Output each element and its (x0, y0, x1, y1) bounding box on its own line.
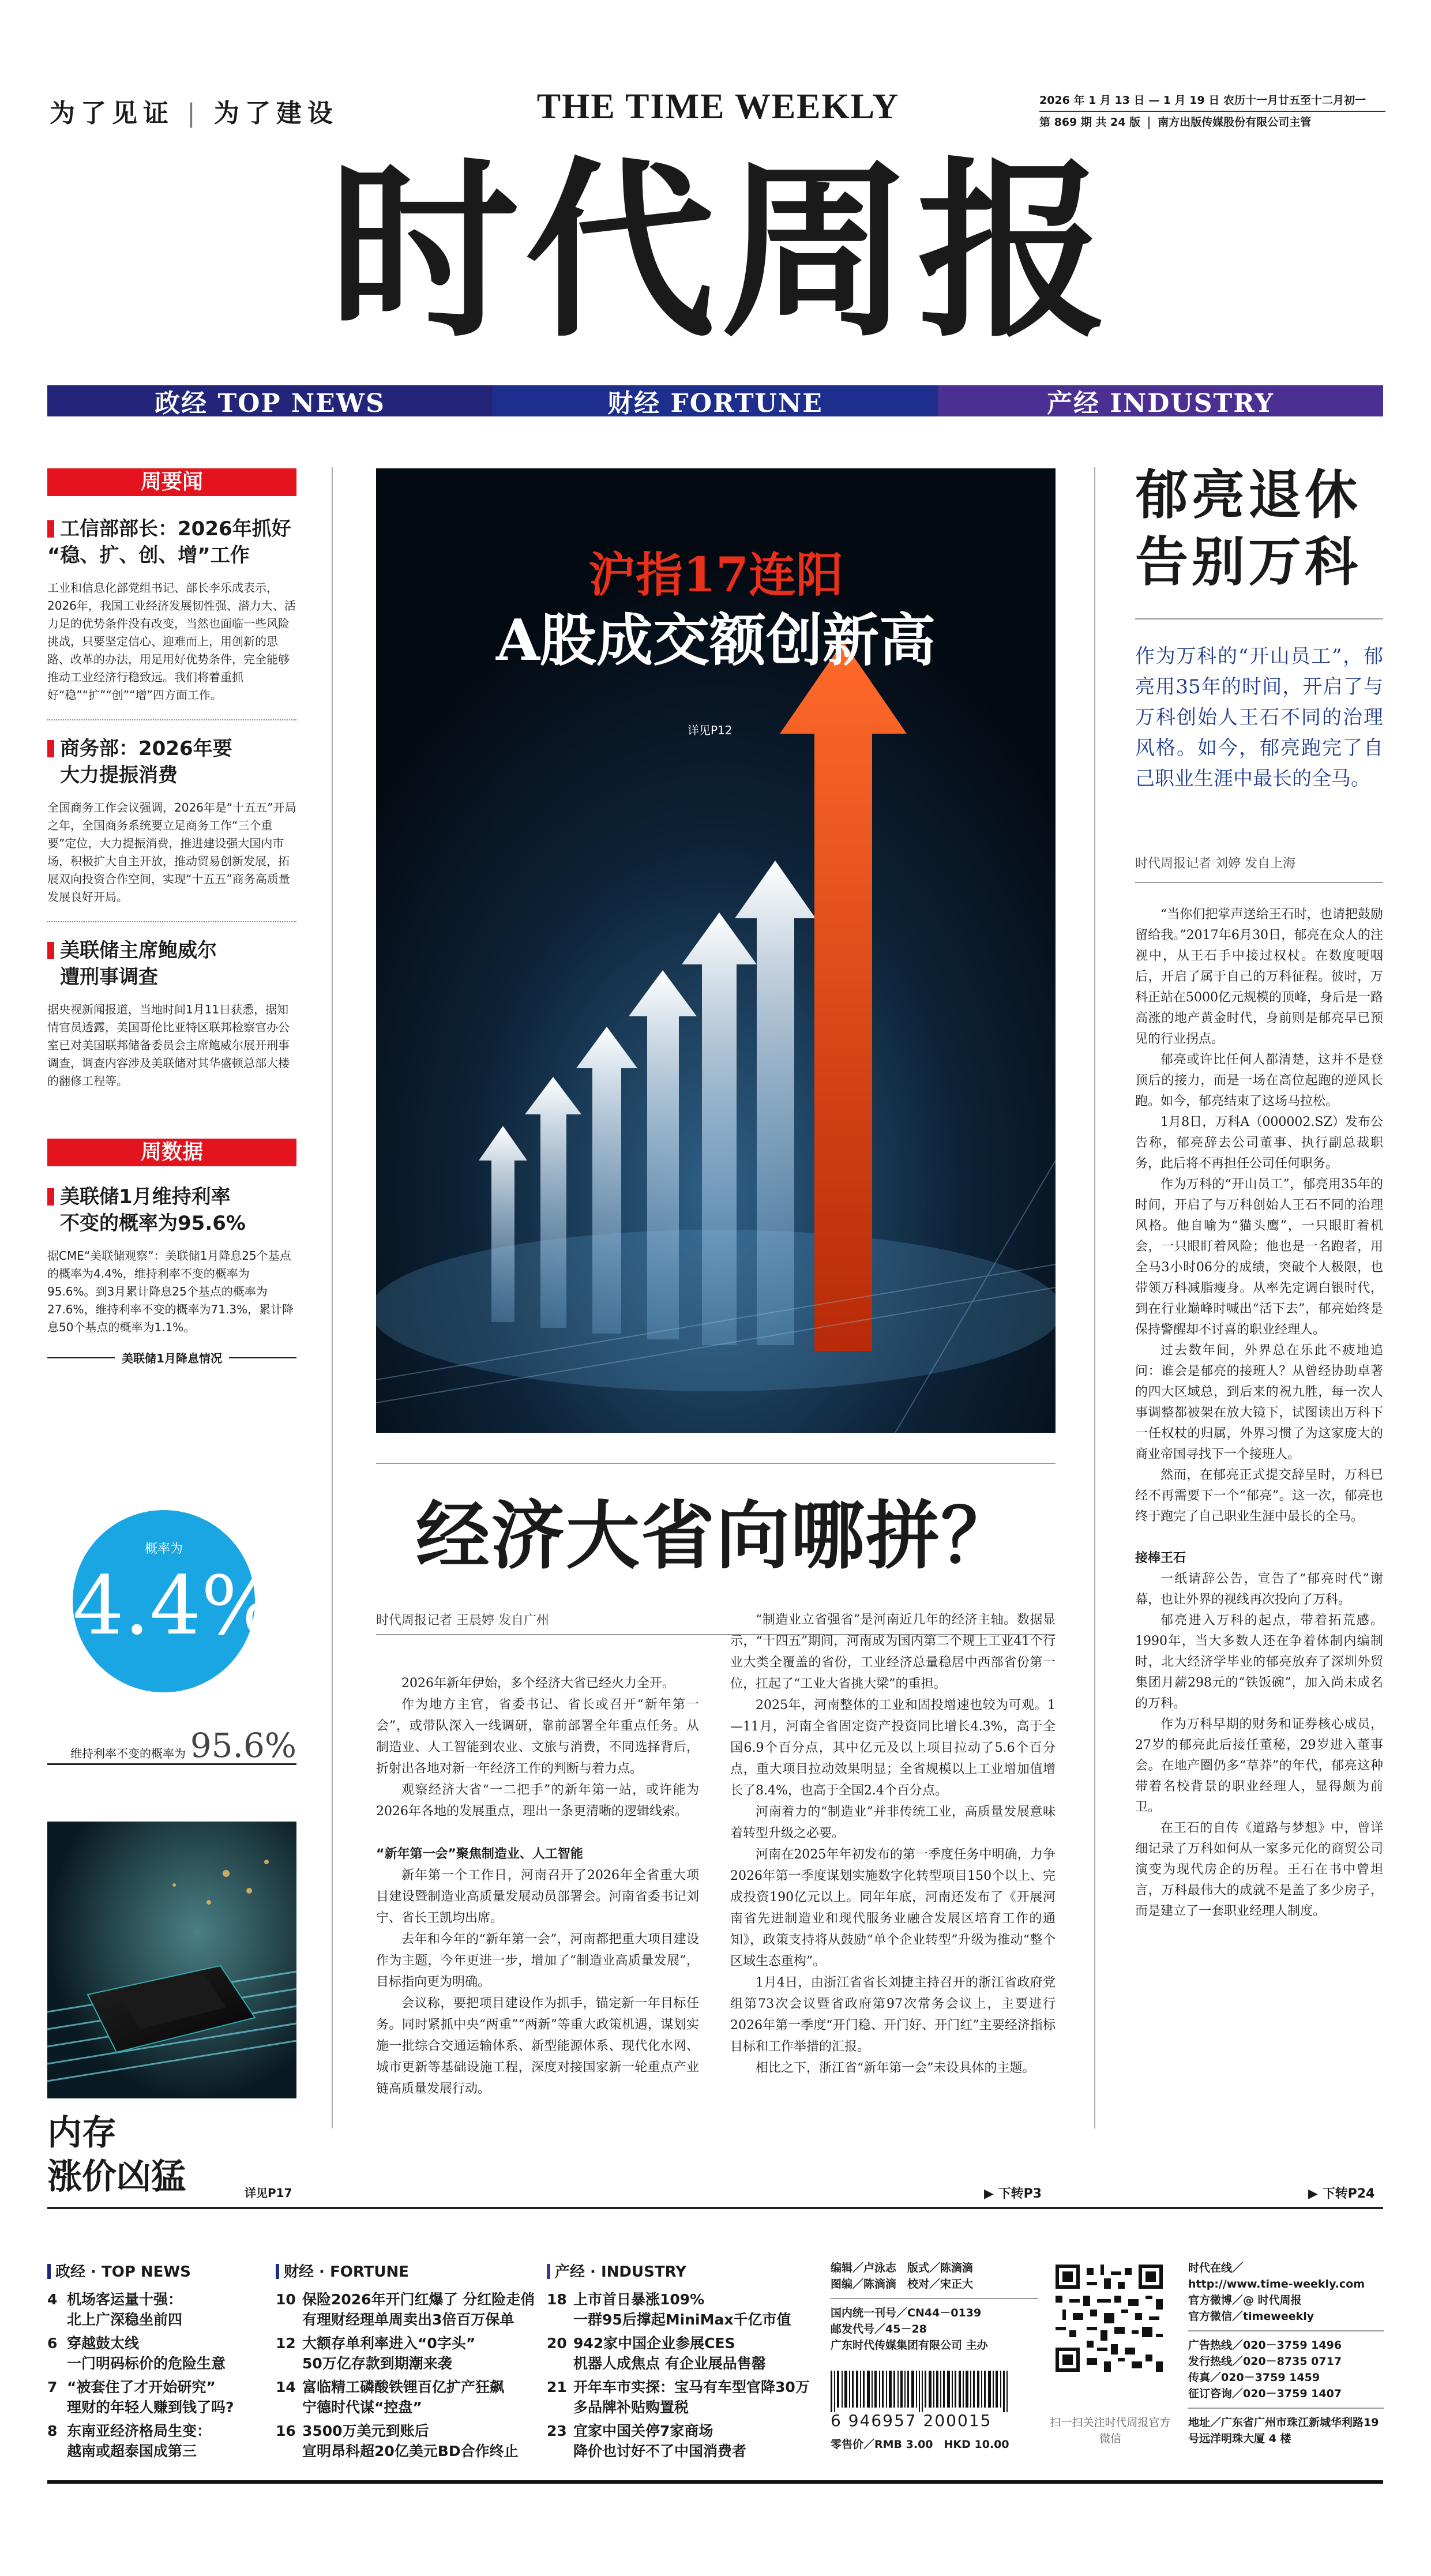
bottom-rule (47, 2207, 1383, 2209)
hero-title-2: A股成交额创新高 (495, 607, 936, 674)
barcode-number: 6 946957 200015 (831, 2411, 992, 2430)
staff-line: 图编／陈滴滴 校对／宋正大 (831, 2278, 974, 2290)
contact-line: 发行热线／020－8735 0717 (1188, 2355, 1342, 2368)
toc-item[interactable]: 7 “被套住了才开始研究” 理财的年轻人赚到钱了吗? (47, 2379, 234, 2416)
section-tag-data: 周数据 (47, 1139, 296, 1166)
paragraph: 会议称，要把项目建设作为抓手，锚定新一年目标任务。同时紧抓中央“两重”“两新”等重大政策机遇，谋划实施一批综合交通运输体系、新型能源体系、现代化水网、城市更新等基础设施工程，深度对接国家新一轮重点产业链高质量发展行动。 (376, 1996, 699, 2096)
toc-item[interactable]: 4 机场客运量十强： 北上广深稳坐前四 (47, 2291, 183, 2328)
toc-item[interactable]: 12 大额存单利率进入“0字头” 50万亿存款到期潮来袭 (276, 2335, 476, 2372)
bottom-col-industry (547, 2260, 812, 2461)
news-body: 全国商务工作会议强调，2026年是“十五五”开局之年，全国商务系统要立足商务工作“三个重要”定位，大力提振消费，推进建设强大国内市场，积极扩大自主开放，推动贸易创新发展，拓展双向投资合作空间，实现“十五五”商务高质量发展良好开局。 (47, 801, 296, 904)
qr-caption: 扫一扫关注时代周报官方微信 (1050, 2416, 1171, 2445)
probability-circle (73, 1510, 278, 1692)
bottom-head: 产经 · INDUSTRY (547, 2260, 812, 2281)
paragraph: 观察经济大省“一二把手”的新年第一站，或许能为2026年各地的发展重点，理出一条更清晰的逻辑线索。 (376, 1783, 699, 1819)
paragraph: 作为万科的“开山员工”，郁亮用35年的时间，开启了与万科创始人王石不同的治理风格。他自喻为“猫头鹰”，一只眼盯着机会，一只眼盯着风险；他也是一名跑者，用全马3小时06分的成绩，突破个人极限，也带领万科减脂瘦身。从率先定调白银时代，到在行业巅峰时喊出“活下去”，郁亮始终是保持警醒却不讨喜的职业经理人。 (1135, 1177, 1383, 1337)
news-item[interactable] (47, 937, 296, 1090)
toc-item[interactable]: 14 富临精工磷酸铁锂百亿扩产狂飙 宁德时代谋“控盘” (276, 2379, 505, 2416)
nav-fortune[interactable]: 财经 FORTUNE (493, 385, 938, 416)
toc-item[interactable]: 23 宜家中国关停7家商场 降价也讨好不了中国消费者 (547, 2423, 747, 2459)
news-body: 据央视新闻报道，当地时间1月11日获悉，据知情官员透露，美国哥伦比亚特区联邦检察官办公室已对美国联邦储备委员会主席鲍威尔展开刑事调查，调查内容涉及美联储对其华盛顿总部大楼的翻修工程等。 (47, 1002, 290, 1088)
divider (47, 719, 296, 720)
qr-code[interactable] (1056, 2265, 1163, 2372)
red-marker-icon (47, 520, 54, 538)
paragraph: 在王石的自传《道路与梦想》中，曾详细记录了万科如何从一家多元化的商贸公司演变为现代房企的历程。王石在书中曾坦言，万科最伟大的成就不是盖了多少房子，而是建立了一套职业经理人制度。 (1135, 1821, 1383, 1918)
data-item[interactable] (47, 1184, 296, 1336)
right-headline[interactable]: 郁亮退休 告别万科 (1135, 464, 1362, 593)
right-byline: 时代周报记者 刘婷 发自上海 (1135, 854, 1383, 883)
issn-line: 国内统一刊号／CN44－0139 (831, 2307, 982, 2319)
issn-line: 广东时代传媒集团有限公司 主办 (831, 2339, 988, 2352)
hold-rate-value: 95.6% (190, 1726, 296, 1765)
paragraph: 去年和今年的“新年第一会”，河南都把重大项目建设作为主题，今年更进一步，增加了“制造业高质量发展”，目标指向更为明确。 (376, 1932, 699, 1989)
hero-ref: 详见P12 (688, 723, 733, 737)
bottom-head: 政经 · TOP NEWS (47, 2260, 266, 2281)
issn-line: 邮发代号／45－28 (831, 2323, 927, 2335)
right-article (1135, 904, 1383, 1922)
staff-info (831, 2260, 1038, 2353)
news-title: 美联储主席鲍威尔 遭刑事调查 (47, 937, 296, 990)
issue-number: 第 869 期 共 24 版 (1039, 116, 1141, 129)
hold-rate-row (47, 1726, 296, 1765)
probability-label: 概率为 (144, 1542, 183, 1556)
paragraph: 然而，在郁亮正式提交辞呈时，万科已经不再需要下一个“郁亮”。这一次，郁亮也终于跑完了自己职业生涯中最长的全马。 (1135, 1468, 1383, 1524)
center-byline: 时代周报记者 王晨婷 发自广州 (376, 1610, 1056, 1635)
publisher: 南方出版传媒股份有限公司主管 (1158, 116, 1312, 129)
turn-page-link[interactable]: ▶ 下转P24 (1308, 2187, 1375, 2201)
right-subhead: 接棒王石 (1135, 1551, 1186, 1565)
paragraph: 郁亮进入万科的起点，带着拓荒感。1990年，当大多数人还在争着体制内编制时，北大经济学毕业的郁亮放弃了深圳外贸集团月薪298元的“铁饭碗”，加入尚未成名的万科。 (1135, 1613, 1383, 1711)
paragraph: 河南着力的“制造业”并非传统工业，高质量发展意味着转型升级之必要。 (730, 1805, 1056, 1841)
toc-item[interactable]: 18 上市首日暴涨109% 一群95后撑起MiniMax千亿市值 (547, 2291, 791, 2328)
article-col-2 (730, 1609, 1056, 2079)
probability-value: 4.4% (73, 1559, 278, 1653)
toc-item[interactable]: 16 3500万美元到账后 宣明昂科超20亿美元BD合作终止 (276, 2423, 519, 2459)
newspaper-title: 时代周报 (329, 139, 1113, 363)
nav-politics[interactable]: 政经 TOP NEWS (47, 385, 493, 416)
address: 地址／广东省广州市珠江新城华利路19 号远洋明珠大厦 4 楼 (1188, 2416, 1379, 2445)
turn-page-link[interactable]: ▶ 下转P3 (984, 2187, 1042, 2201)
slogan-1: 为了见证 (50, 99, 174, 128)
column-divider (1094, 467, 1095, 2128)
section-nav (47, 385, 1383, 416)
paragraph: 河南在2025年年初发布的第一季度任务中明确，力争2026年第一季度谋划实施数字化转型项目150个以上、完成投资190亿元以上。同年年底，河南还发布了《开展河南省先进制造业和现代服务业融合发展区培育工作的通知》，政策支持将从鼓励“单个企业转型”升级为推动“整个区域生态重构”。 (730, 1847, 1056, 1969)
paragraph: 一纸请辞公告，宣告了“郁亮时代”谢幕，也让外界的视线再次投向了万科。 (1135, 1572, 1383, 1607)
news-title: 商务部：2026年要 大力提振消费 (47, 735, 296, 788)
red-marker-icon (47, 740, 54, 757)
english-title: THE TIME WEEKLY (536, 87, 900, 126)
article-col-1 (376, 1673, 699, 2100)
paragraph: “当你们把掌声送给王石时，也请把鼓励留给我。”2017年6月30日，郁亮在众人的注视中，从王石手中接过权杖。在数度哽咽后，开启了属于自己的万科征程。彼时，万科正站在5000亿元规模的顶峰，身后是一路高涨的地产黄金时代，身前则是郁亮早已预见的行业拐点。 (1135, 907, 1383, 1046)
bottom-col-fortune (276, 2260, 535, 2461)
paragraph: 相比之下，浙江省“新年第一会”未设具体的主题。 (756, 2061, 1035, 2075)
staff-line: 编辑／卢泳志 版式／陈滴滴 (831, 2262, 974, 2274)
paragraph: 新年第一个工作日，河南召开了2026年全省重大项目建设暨制造业高质量发展动员部署会。河南省委书记刘宁、省长王凯均出席。 (376, 1868, 699, 1925)
divider (1135, 618, 1383, 619)
toc-item[interactable]: 20 942家中国企业参展CES 机器人成焦点 有企业展品售罄 (547, 2335, 766, 2372)
news-item[interactable] (47, 516, 296, 704)
paragraph: 郁亮或许比任何人都清楚，这并不是登顶后的接力，而是一场在高位起跑的逆风长跑。如今，郁亮结束了这场马拉松。 (1135, 1053, 1383, 1109)
slogan: 为了见证 | 为了建设 (50, 99, 339, 128)
chart-caption-row (47, 1349, 296, 1366)
paragraph: 过去数年间，外界总在乐此不疲地追问：谁会是郁亮的接班人？从曾经协助卓著的四大区域总，到后来的祝九胜，每一次人事调整都被架在放大镜下，试图读出万科下一任权杖的归属，外界习惯了为这家庞大的商业帝国寻找下一个接班人。 (1135, 1343, 1383, 1462)
main-headline[interactable]: 经济大省向哪拼？ (415, 1493, 1016, 1579)
column-divider (332, 467, 333, 2128)
contact-line: 官方微博／@ 时代周报 (1188, 2294, 1302, 2307)
toc-item[interactable]: 10 保险2026年开门红爆了 分红险走俏 有理财经理单周卖出3倍百万保单 (276, 2291, 535, 2328)
nav-industry[interactable]: 产经 INDUSTRY (938, 385, 1383, 416)
chip-illustration (47, 1822, 296, 2098)
paragraph: 2025年，河南整体的工业和固投增速也较为可观。1—11月，河南全省固定资产投资同比增长4.3%，高于全国6.9个百分点，其中亿元及以上项目拉动了5.6个百分点，重大项目拉动效果明显；全省规模以上工业增加值增长了8.4%，也高于全国2.4个百分点。 (730, 1698, 1056, 1798)
contact-line: 官方微信／timeweekly (1188, 2310, 1314, 2323)
barcode-icon (831, 2371, 1032, 2412)
contact-info (1188, 2260, 1384, 2447)
paragraph: 作为万科早期的财务和证券核心成员，27岁的郁亮此后接任董秘，29岁进入董事会。在地产圈仍多“草莽”的年代，郁亮这种带着名校背景的职业经理人，显得颇为前卫。 (1135, 1717, 1383, 1815)
toc-item[interactable]: 8 东南亚经济格局生变： 越南或超泰国成第三 (47, 2423, 212, 2459)
paragraph: 1月8日，万科A（000002.SZ）发布公告称，郁亮辞去公司董事、执行副总裁职务，此后将不再担任公司任何职务。 (1135, 1115, 1383, 1171)
paragraph: 1月4日，由浙江省省长刘捷主持召开的浙江省政府党组第73次会议暨省政府第97次常务会议上，主要进行2026年第一季度“开门稳、开门好、开门红”主要经济指标目标和工作举措的汇报。 (730, 1976, 1056, 2054)
barcode (831, 2371, 1032, 2412)
divider (47, 921, 296, 922)
toc-item[interactable]: 21 开年车市实探：宝马有车型官降30万 多品牌补贴购置税 (547, 2379, 810, 2416)
data-body: 据CME“美联储观察”：美联储1月降息25个基点的概率为4.4%，维持利率不变的概率为95.6%。到3月累计降息25个基点的概率为27.6%，维持利率不变的概率为71.3%，累计降息50个基点的概率为1.1%。 (47, 1249, 294, 1334)
red-marker-icon (47, 942, 54, 959)
contact-line: 广告热线／020－3759 1496 (1188, 2339, 1342, 2352)
right-lead: 作为万科的“开山员工”，郁亮用35年的时间，开启了与万科创始人王石不同的治理风格。如今，郁亮跑完了自己职业生涯中最长的全马。 (1135, 645, 1383, 790)
red-marker-icon (47, 1188, 54, 1206)
memory-chip-image (47, 1822, 296, 2098)
hero-image[interactable] (376, 468, 1056, 1433)
contact-line: 时代在线／ (1188, 2262, 1244, 2274)
website-link[interactable]: http://www.time-weekly.com (1188, 2278, 1365, 2290)
slogan-2: 为了建设 (213, 99, 339, 128)
page-bottom-rule (47, 2480, 1383, 2484)
hero-title-1: 沪指17连阳 (588, 547, 844, 603)
paragraph: 2026年新年伊始，多个经济大省已经火力全开。 (401, 1676, 675, 1691)
paragraph: “制造业立省强省”是河南近几年的经济主轴。数据显示，“十四五”期间，河南成为国内第二个规上工业41个行业大类全覆盖的省份，工业经济总量稳居中西部省份第一位，扛起了“工业大省挑大梁”的重担。 (730, 1613, 1056, 1691)
contact-line: 传真／020－3759 1459 (1188, 2371, 1320, 2384)
chart-caption: 美联储1月降息情况 (122, 1351, 222, 1365)
hold-rate-label: 维持利率不变的概率为 (70, 1747, 186, 1760)
divider (376, 1463, 1056, 1464)
article-subhead: “新年第一会”聚焦制造业、人工智能 (376, 1847, 583, 1861)
contact-line: 征订咨询／020－3759 1407 (1188, 2387, 1342, 2400)
feature-ref[interactable]: 详见P17 (245, 2186, 292, 2200)
paragraph: 作为地方主官，省委书记、省长或召开“新年第一会”，或带队深入一线调研，靠前部署全年重点任务。从制造业、人工智能到农业、文旅与消费，不同选择背后，折射出各地对新一年经济工作的判断与着力点。 (376, 1698, 699, 1776)
news-item[interactable] (47, 735, 296, 906)
left-column (47, 468, 296, 1366)
bottom-head: 财经 · FORTUNE (276, 2260, 535, 2281)
news-title: 工信部部长：2026年抓好 “稳、扩、创、增”工作 (47, 517, 291, 567)
date-info (1039, 90, 1385, 133)
section-tag-news: 周要闻 (47, 468, 296, 496)
bottom-col-politics (47, 2260, 266, 2461)
qr-code-icon (1056, 2265, 1163, 2372)
toc-item[interactable]: 6 穿越鼓太线 一门明码标价的危险生意 (47, 2335, 226, 2372)
news-body: 工业和信息化部党组书记、部长李乐成表示，2026年，我国工业经济发展韧性强、潜力大、活力足的优势条件没有改变，当然也面临一些风险挑战，只要坚定信心、迎难而上，用创新的思路、改革的办法，用足用好优势条件，完全能够推动工业经济行稳致远。我们将着重抓好“稳”“扩”“创”“增”四方面工作。 (47, 581, 296, 702)
feature-title[interactable]: 内存 涨价凶猛 (47, 2113, 186, 2197)
data-title: 美联储1月维持利率 不变的概率为95.6% (47, 1184, 296, 1237)
date-line: 2026 年 1 月 13 日 — 1 月 19 日 农历十一月廿五至十二月初一 (1039, 94, 1366, 107)
price: 零售价／RMB 3.00 HKD 10.00 (831, 2438, 1009, 2451)
